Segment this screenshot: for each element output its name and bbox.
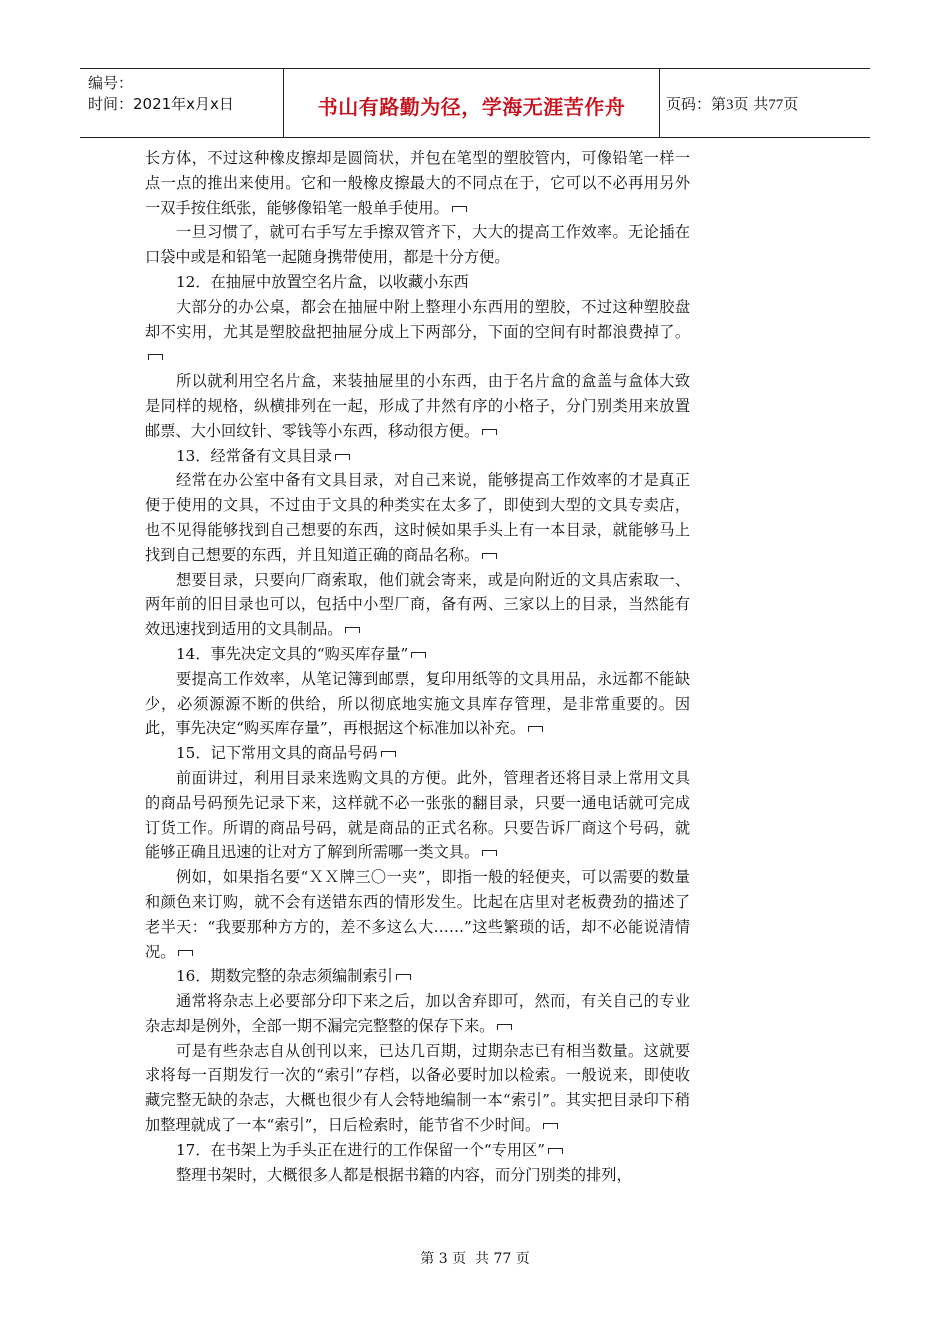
paragraph-text: 12．在抽屉中放置空名片盒，以收藏小东西: [176, 272, 469, 291]
footer-prefix: 第: [420, 1251, 435, 1267]
paragraph-end-mark-icon: [335, 454, 350, 460]
paragraph-text: 16．期数完整的杂志须编制索引: [176, 967, 393, 986]
footer-page-number: 3: [438, 1251, 448, 1267]
page-header: [80, 68, 870, 138]
paragraph-text: 可是有些杂志自从创刊以来，已达几百期，过期杂志已有相当数量。这就要求将每一百期发行一次的“索引”存档，以备必要时加以检索。一般说来，即使收藏完整无缺的杂志，大概也很少有人会特地编制一本“索引”。其实把目录印下稍加整理就成了一本“索引”，日后检索时，能节省不少时间。: [145, 1041, 690, 1135]
code-label: 编号：: [88, 74, 134, 92]
paragraph: [145, 865, 690, 964]
paragraph: [145, 444, 690, 469]
paragraph-text: 一旦习惯了，就可右手写左手擦双管齐下，大大的提高工作效率。无论插在口袋中或是和铅笔一起随身携带使用，都是十分方便。: [145, 223, 690, 267]
paragraph: [145, 295, 690, 369]
paragraph-text: 经常在办公室中备有文具目录，对自己来说，能够提高工作效率的才是真正便于使用的文具，不过由于文具的种类实在太多了，即使到大型的文具专卖店，也不见得能够找到自己想要的东西，这时候如果手头上有一本目录，就能够马上找到自己想要的东西，并且知道正确的商品名称。: [145, 471, 690, 564]
paragraph-text: 整理书架时，大概很多人都是根据书籍的内容，而分门别类的排列，: [176, 1165, 632, 1184]
paragraph-text: 例如，如果指名要“ＸＸ牌三〇一夹”，即指一般的轻便夹，可以需要的数量和颜色来订购，就不会有送错东西的情形发生。比起在店里对老板费劲的描述了老半天：“我要那种方方的，差不多这么大……”这些繁琐的话，却不必能说清情况。: [145, 868, 690, 961]
paragraph-end-mark-icon: [345, 627, 360, 633]
page-counter-suffix: 页: [783, 95, 799, 113]
footer-middle: 页 共: [452, 1251, 489, 1267]
paragraph-end-mark-icon: [548, 1148, 563, 1154]
page-counter-number: 3: [726, 97, 734, 113]
paragraph: [145, 1039, 690, 1138]
paragraph-text: 14．事先决定文具的“购买库存量”: [176, 644, 409, 663]
paragraph-text: 13．经常备有文具目录: [176, 446, 333, 465]
paragraph-end-mark-icon: [482, 850, 497, 856]
paragraph-text: 要提高工作效率，从笔记簿到邮票，复印用纸等的文具用品，永远都不能缺少，必须源源不断的供给，所以彻底地实施文具库存管理，是非常重要的。因此，事先决定“购买库存量”，再根据这个标准加以补充。: [145, 669, 690, 738]
paragraph-text: 大部分的办公桌，都会在抽屉中附上整理小东西用的塑胶，不过这种塑胶盘却不实用，尤其是塑胶盘把抽屉分成上下两部分，下面的空间有时都浪费掉了。: [145, 297, 690, 341]
paragraph-text: 所以就利用空名片盒，来装抽屉里的小东西，由于名片盒的盒盖与盒体大致是同样的规格，纵横排列在一起，形成了井然有序的小格子，分门别类用来放置邮票、大小回纹针、零钱等小东西，移动很方便。: [145, 372, 690, 440]
paragraph-end-mark-icon: [482, 553, 497, 559]
paragraph-text: 长方体，不过这种橡皮擦却是圆筒状，并包在笔型的塑胶管内，可像铅笔一样一点一点的推出来使用。它和一般橡皮擦最大的不同点在于，它可以不必再用另外一双手按住纸张，能够像铅笔一般单手使用。: [145, 149, 690, 217]
document-body: [145, 146, 690, 1187]
page-counter: [666, 93, 798, 114]
paragraph-text: 15．记下常用文具的商品号码: [176, 744, 378, 763]
header-page-cell: [660, 69, 870, 137]
footer-page-total: 77: [493, 1251, 512, 1267]
paragraph-end-mark-icon: [528, 726, 543, 732]
header-motto-cell: [284, 69, 660, 137]
page-footer: [0, 1248, 950, 1268]
motto: 书山有路勤为径，学海无涯苦作舟: [317, 95, 626, 119]
paragraph: [145, 1163, 690, 1188]
paragraph-text: 17．在书架上为手头正在进行的工作保留一个“专用区”: [176, 1140, 545, 1159]
paragraph-end-mark-icon: [452, 206, 467, 212]
paragraph: [145, 989, 690, 1039]
paragraph: [145, 220, 690, 270]
paragraph: [145, 1138, 690, 1163]
paragraph-end-mark-icon: [543, 1123, 558, 1129]
paragraph-end-mark-icon: [396, 974, 411, 980]
paragraph-end-mark-icon: [497, 1024, 512, 1030]
paragraph-end-mark-icon: [148, 354, 163, 360]
page-counter-total: 77: [768, 97, 784, 113]
paragraph: [145, 642, 690, 667]
page-counter-middle: 页 共: [733, 95, 769, 113]
paragraph: [145, 741, 690, 766]
paragraph-end-mark-icon: [381, 751, 396, 757]
date-label: 时间：2021年x月x日: [88, 95, 234, 113]
footer-suffix: 页: [515, 1251, 530, 1267]
paragraph-end-mark-icon: [411, 652, 426, 658]
paragraph: [145, 270, 690, 295]
paragraph-text: 想要目录，只要向厂商索取，他们就会寄来，或是向附近的文具店索取一、两年前的旧目录也可以，包括中小型厂商，备有两、三家以上的目录，当然能有效迅速找到适用的文具制品。: [145, 570, 690, 639]
paragraph-end-mark-icon: [178, 950, 193, 956]
paragraph: [145, 568, 690, 642]
paragraph: [145, 667, 690, 741]
page-counter-prefix: 页码：第: [666, 95, 727, 113]
paragraph: [145, 369, 690, 443]
paragraph: [145, 964, 690, 989]
paragraph-text: 前面讲过，利用目录来选购文具的方便。此外，管理者还将目录上常用文具的商品号码预先记录下来，这样就不必一张张的翻目录，只要一通电话就可完成订货工作。所谓的商品号码，就是商品的正式名称。只要告诉厂商这个号码，就能够正确且迅速的让对方了解到所需哪一类文具。: [145, 768, 690, 862]
paragraph-end-mark-icon: [482, 429, 497, 435]
paragraph: [145, 146, 690, 220]
paragraph: [145, 468, 690, 567]
paragraph-text: 通常将杂志上必要部分印下来之后，加以舍弃即可，然而，有关自己的专业杂志却是例外，全部一期不漏完完整整的保存下来。: [145, 992, 690, 1035]
header-info-cell: [80, 69, 284, 137]
paragraph: [145, 766, 690, 865]
